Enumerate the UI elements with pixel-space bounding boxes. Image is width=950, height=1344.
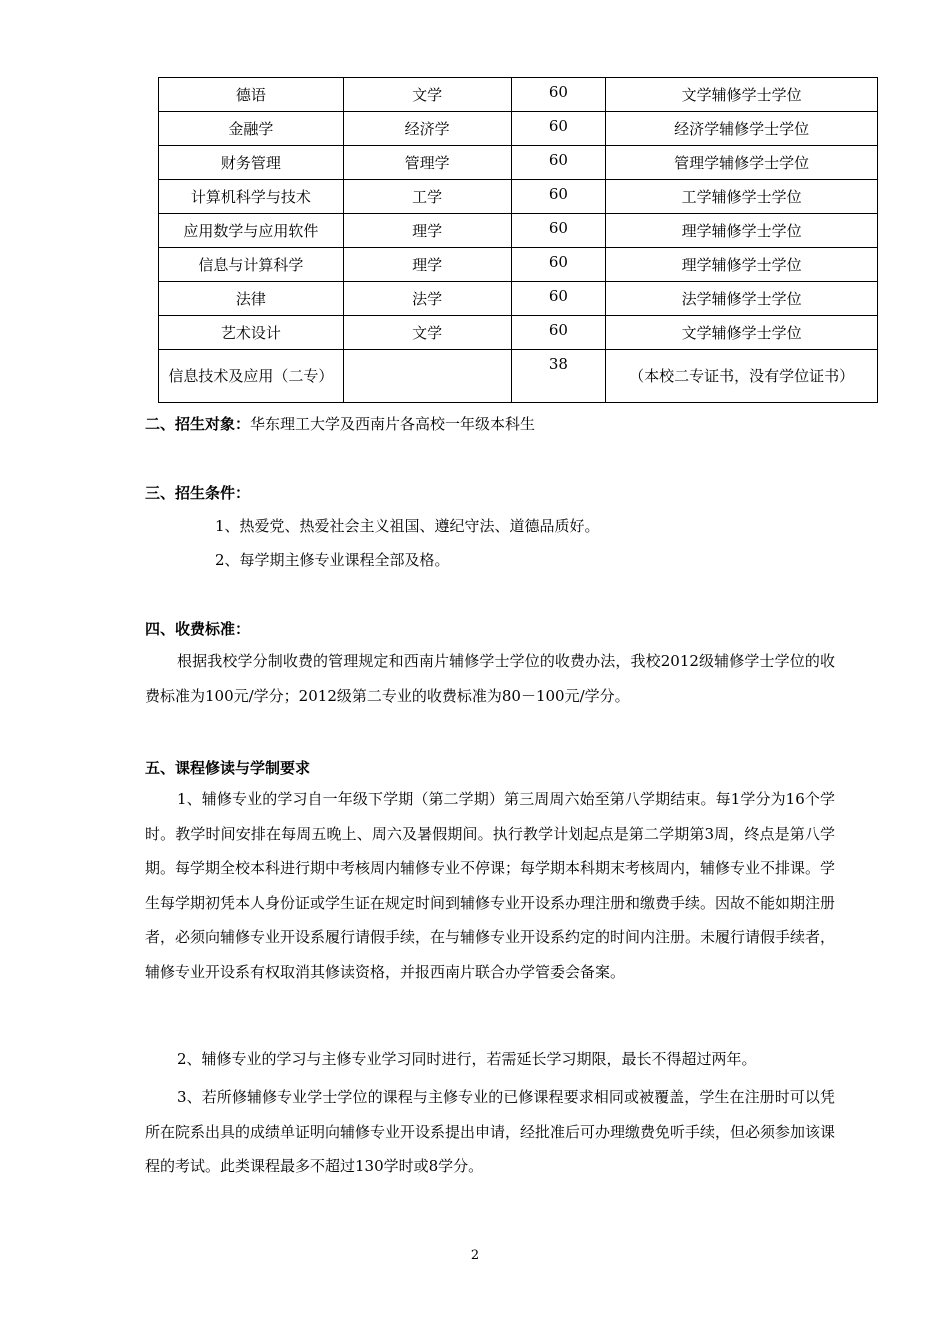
majors-table xyxy=(158,77,878,403)
degree-cell: 管理学辅修学士学位 xyxy=(606,146,878,180)
section-4-heading: 四、收费标准： xyxy=(145,620,251,638)
credits-cell: 60 xyxy=(511,214,606,248)
degree-cell: 工学辅修学士学位 xyxy=(606,180,878,214)
table-row xyxy=(159,316,878,350)
major-cell: 金融学 xyxy=(159,112,344,146)
major-cell: 计算机科学与技术 xyxy=(159,180,344,214)
credits-cell: 60 xyxy=(511,248,606,282)
condition-item: 2、每学期主修专业课程全部及格。 xyxy=(215,551,450,569)
table-row xyxy=(159,350,878,403)
credits-cell: 60 xyxy=(511,282,606,316)
course-paragraph: 2、辅修专业的学习与主修专业学习同时进行，若需延长学习期限，最长不得超过两年。 xyxy=(177,1050,757,1068)
category-cell: 工学 xyxy=(343,180,511,214)
category-cell: 经济学 xyxy=(343,112,511,146)
table-row xyxy=(159,180,878,214)
credits-cell: 38 xyxy=(511,350,606,403)
condition-item: 1、热爱党、热爱社会主义祖国、遵纪守法、道德品质好。 xyxy=(215,517,600,535)
major-cell: 应用数学与应用软件 xyxy=(159,214,344,248)
credits-cell: 60 xyxy=(511,78,606,112)
degree-cell: 理学辅修学士学位 xyxy=(606,248,878,282)
category-cell: 理学 xyxy=(343,248,511,282)
credits-cell: 60 xyxy=(511,112,606,146)
credits-cell: 60 xyxy=(511,180,606,214)
credits-cell: 60 xyxy=(511,146,606,180)
table-row xyxy=(159,146,878,180)
degree-cell: 文学辅修学士学位 xyxy=(606,316,878,350)
degree-cell: 理学辅修学士学位 xyxy=(606,214,878,248)
degree-cell: 文学辅修学士学位 xyxy=(606,78,878,112)
category-cell xyxy=(343,350,511,403)
major-cell: 德语 xyxy=(159,78,344,112)
degree-cell: 法学辅修学士学位 xyxy=(606,282,878,316)
category-cell: 理学 xyxy=(343,214,511,248)
table-row xyxy=(159,214,878,248)
major-cell: 艺术设计 xyxy=(159,316,344,350)
table-row xyxy=(159,282,878,316)
fee-paragraph: 根据我校学分制收费的管理规定和西南片辅修学士学位的收费办法，我校2012级辅修学士学位的收费标准为100元/学分；2012级第二专业的收费标准为80－100元/学分。 xyxy=(145,652,835,705)
course-paragraph: 3、若所修辅修专业学士学位的课程与主修专业的已修课程要求相同或被覆盖，学生在注册时可以凭所在院系出具的成绩单证明向辅修专业开设系提出申请，经批准后可办理缴费免听手续，但必须参加该课程的考试。此类课程最多不超过130学时或8学分。 xyxy=(145,1088,836,1175)
major-cell: 信息与计算科学 xyxy=(159,248,344,282)
category-cell: 文学 xyxy=(343,316,511,350)
degree-cell: 经济学辅修学士学位 xyxy=(606,112,878,146)
table-row xyxy=(159,78,878,112)
major-cell: 法律 xyxy=(159,282,344,316)
table-row xyxy=(159,248,878,282)
credits-cell: 60 xyxy=(511,316,606,350)
section-3-heading: 三、招生条件： xyxy=(145,484,251,502)
category-cell: 法学 xyxy=(343,282,511,316)
section-2-heading: 二、招生对象： xyxy=(145,415,251,433)
section-2-text: 华东理工大学及西南片各高校一年级本科生 xyxy=(250,415,536,433)
category-cell: 文学 xyxy=(343,78,511,112)
category-cell: 管理学 xyxy=(343,146,511,180)
section-5-heading: 五、课程修读与学制要求 xyxy=(145,759,311,777)
section-2 xyxy=(145,414,535,434)
major-cell: 财务管理 xyxy=(159,146,344,180)
course-paragraph: 1、辅修专业的学习自一年级下学期（第二学期）第三周周六始至第八学期结束。每1学分为16个学时。教学时间安排在每周五晚上、周六及暑假期间。执行教学计划起点是第二学期第3周，终点是第八学期。每学期全校本科进行期中考核周内辅修专业不停课；每学期本科期末考核周内，辅修专业不排课。学生每学期初凭本人身份证或学生证在规定时间到辅修专业开设系办理注册和缴费手续。因故不能如期注册者，必须向辅修专业开设系履行请假手续，在与辅修专业开设系约定的时间内注册。未履行请假手续者，辅修专业开设系有权取消其修读资格，并报西南片联合办学管委会备案。 xyxy=(145,790,836,981)
major-cell: 信息技术及应用（二专） xyxy=(159,350,344,403)
degree-cell: （本校二专证书，没有学位证书） xyxy=(606,350,878,403)
table-row xyxy=(159,112,878,146)
page-number: 2 xyxy=(470,1248,480,1263)
